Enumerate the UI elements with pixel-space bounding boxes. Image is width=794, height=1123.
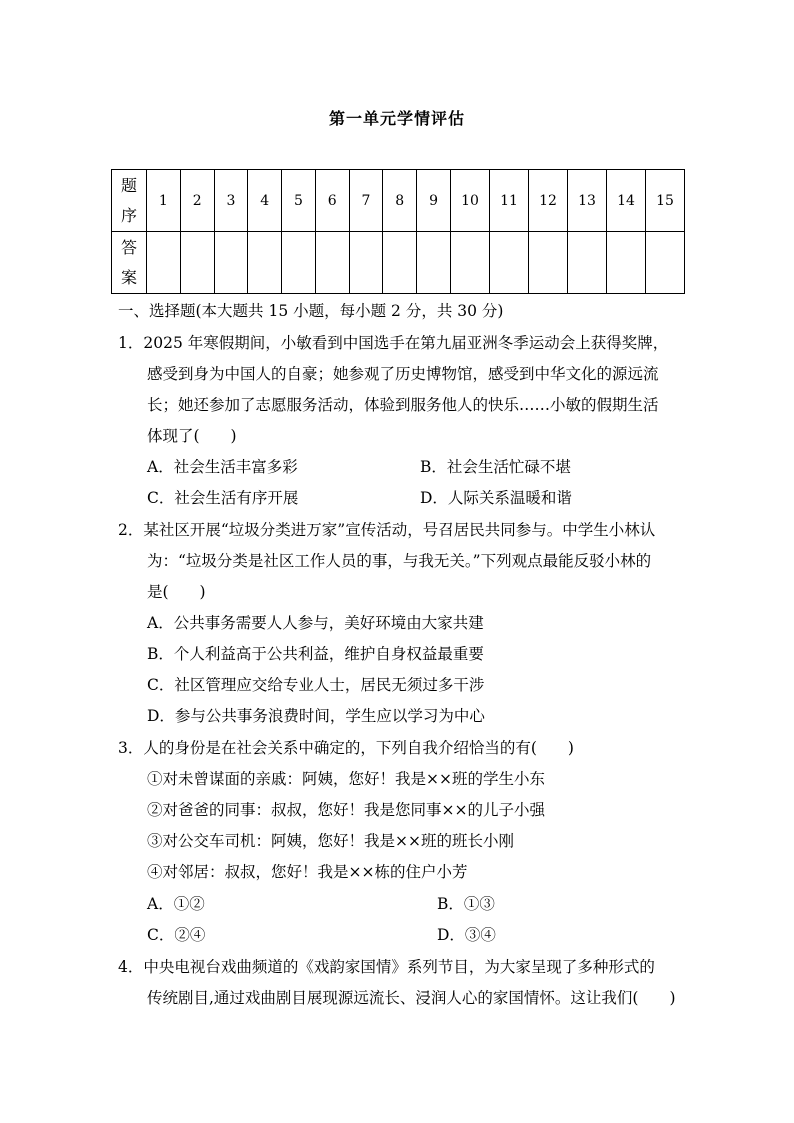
number-cell: 4	[248, 170, 282, 232]
q1-stem-line: 感受到身为中国人的自豪；她参观了历史博物馆，感受到中华文化的源远流	[147, 365, 659, 383]
answer-cell[interactable]	[180, 232, 214, 294]
q3-stem: 3．人的身份是在社会关系中确定的，下列自我介绍恰当的有( )	[118, 739, 574, 757]
q1-stem-line: 体现了( )	[147, 427, 237, 445]
q2-option-c[interactable]: C．社区管理应交给专业人士，居民无须过多干涉	[147, 676, 485, 694]
number-cell: 7	[349, 170, 383, 232]
number-cell: 15	[646, 170, 685, 232]
answer-cell[interactable]	[248, 232, 282, 294]
q1-stem-line: 1．2025 年寒假期间，小敏看到中国选手在第九届亚洲冬季运动会上获得奖牌，	[118, 334, 669, 352]
header-char: 题	[120, 175, 137, 195]
answer-cell[interactable]	[451, 232, 490, 294]
answer-cell[interactable]	[147, 232, 181, 294]
number-cell: 13	[568, 170, 607, 232]
q1-option-c[interactable]: C．社会生活有序开展	[147, 489, 299, 507]
number-cell: 9	[417, 170, 451, 232]
header-char: 序	[120, 205, 137, 225]
answer-cell[interactable]	[417, 232, 451, 294]
section-heading: 一、选择题(本大题共 15 小题，每小题 2 分，共 30 分)	[118, 302, 504, 320]
q3-item: ③对公交车司机：阿姨，您好！我是××班的班长小刚	[147, 832, 514, 850]
answer-cell[interactable]	[607, 232, 646, 294]
page-title: 第一单元学情评估	[328, 109, 465, 128]
q4-stem-line: 4．中央电视台戏曲频道的《戏韵家国情》系列节目，为大家呈现了多种形式的	[118, 958, 655, 976]
q2-option-d[interactable]: D．参与公共事务浪费时间，学生应以学习为中心	[147, 707, 485, 725]
number-cell: 14	[607, 170, 646, 232]
q1-option-a[interactable]: A．社会生活丰富多彩	[147, 458, 298, 476]
q1-option-d[interactable]: D．人际关系温暖和谐	[420, 489, 572, 507]
number-cell: 5	[282, 170, 316, 232]
q3-item: ①对未曾谋面的亲戚：阿姨，您好！我是××班的学生小东	[147, 770, 545, 788]
number-cell: 10	[451, 170, 490, 232]
row-header-answer	[112, 232, 147, 294]
number-cell: 3	[214, 170, 248, 232]
number-cell: 12	[529, 170, 568, 232]
q3-option-b[interactable]: B．①③	[437, 895, 495, 913]
q3-item: ②对爸爸的同事：叔叔，您好！我是您同事××的儿子小强	[147, 801, 545, 819]
answer-cell[interactable]	[315, 232, 349, 294]
row-header-question-number	[112, 170, 147, 232]
number-cell: 8	[383, 170, 417, 232]
q4-stem-line: 传统剧目,通过戏曲剧目展现源远流长、浸润人心的家国情怀。这让我们( )	[147, 989, 676, 1007]
answer-table	[111, 169, 685, 294]
q3-item: ④对邻居：叔叔，您好！我是××栋的住户小芳	[147, 863, 468, 881]
q2-stem-line: 为：“垃圾分类是社区工作人员的事，与我无关。”下列观点最能反驳小林的	[147, 552, 652, 570]
q1-stem-line: 长；她还参加了志愿服务活动，体验到服务他人的快乐……小敏的假期生活	[147, 396, 659, 414]
number-cell: 1	[147, 170, 181, 232]
answer-cell[interactable]	[646, 232, 685, 294]
number-cell: 2	[180, 170, 214, 232]
answer-cell[interactable]	[568, 232, 607, 294]
q3-option-c[interactable]: C．②④	[147, 926, 206, 944]
header-char: 答	[120, 237, 137, 257]
header-char: 案	[120, 267, 137, 287]
answer-cell[interactable]	[349, 232, 383, 294]
q2-stem-line: 是( )	[147, 583, 206, 601]
number-cell: 11	[490, 170, 529, 232]
answer-cell[interactable]	[490, 232, 529, 294]
q1-option-b[interactable]: B．社会生活忙碌不堪	[420, 458, 571, 476]
q2-option-b[interactable]: B．个人利益高于公共利益，维护自身权益最重要	[147, 645, 484, 663]
answer-cell[interactable]	[529, 232, 568, 294]
q2-option-a[interactable]: A．公共事务需要人人参与，美好环境由大家共建	[147, 614, 484, 632]
answer-cell[interactable]	[282, 232, 316, 294]
number-cell: 6	[315, 170, 349, 232]
q2-stem-line: 2．某社区开展“垃圾分类进万家”宣传活动，号召居民共同参与。中学生小林认	[118, 521, 656, 539]
q3-option-d[interactable]: D．③④	[437, 926, 496, 944]
q3-option-a[interactable]: A．①②	[147, 895, 205, 913]
answer-cell[interactable]	[214, 232, 248, 294]
answer-cell[interactable]	[383, 232, 417, 294]
answer-row	[112, 232, 685, 294]
question-number-row	[112, 170, 685, 232]
